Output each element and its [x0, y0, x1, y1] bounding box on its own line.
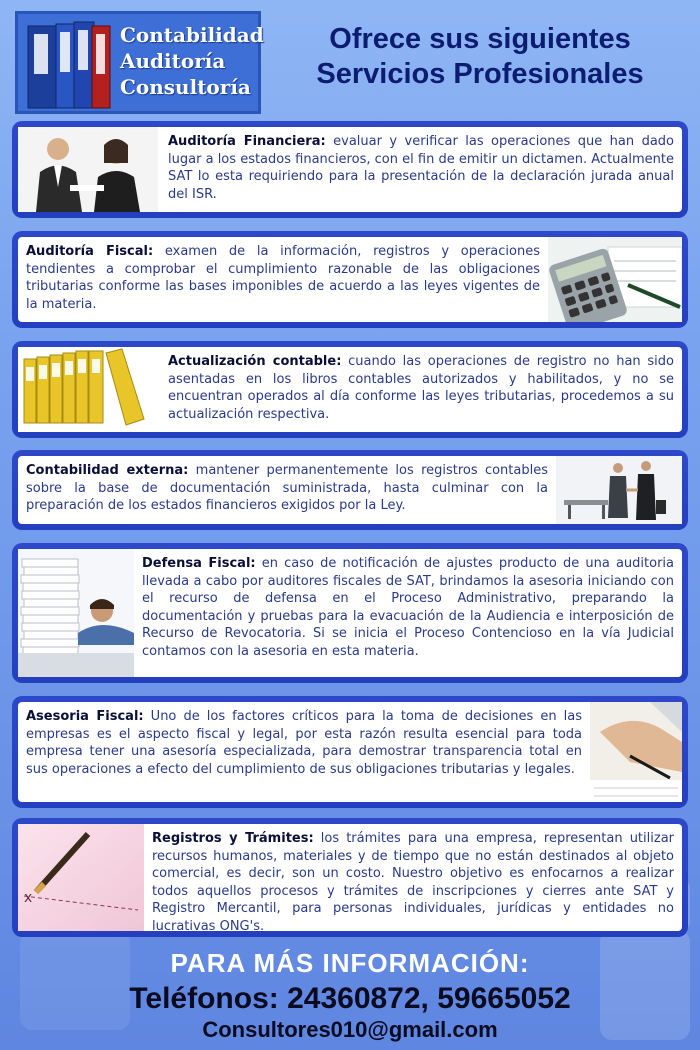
- logo-line-2: Auditoría: [120, 49, 226, 73]
- service-title: Defensa Fiscal:: [142, 556, 256, 571]
- service-body: los trámites para una empresa, representan utilizar recursos humanos, materiales y de tiempo que no están destinados al objeto comercial, es decir, son un costo. Nuestro objetivo es enfocarnos a realizar todos aquellos procesos y trámites de inscripciones y cierres ante SAT y Registro Mercantil, para personas individuales, jurídicas y entidades no lucrativas ONG's.: [152, 831, 674, 934]
- service-title: Registros y Trámites:: [152, 831, 314, 846]
- handshake-image: [556, 456, 682, 524]
- service-text: [18, 702, 590, 782]
- svg-text:x: x: [24, 890, 33, 906]
- service-text: [18, 456, 556, 519]
- service-asesoria-fiscal: [12, 696, 688, 808]
- writing-hand-image: [590, 702, 682, 802]
- yellow-binders-image: [18, 347, 158, 432]
- binders-icon: [26, 20, 126, 110]
- service-title: Contabilidad externa:: [26, 463, 189, 478]
- pen-signature-image: [18, 824, 144, 931]
- service-actualizacion-contable: [12, 341, 688, 438]
- service-body: cuando las operaciones de registro no han sido asentadas en los libros contables autorizados y habilitados, y no se encuentran operados al día conforme las leyes tributarias, procedemos a su actualización respectiva.: [168, 354, 674, 422]
- service-defensa-fiscal: [12, 543, 688, 683]
- logo-line-3: Consultoría: [120, 75, 251, 99]
- service-body: evaluar y verificar las operaciones que han dado lugar a los estados financieros, con el fin de emitir un dictamen. Actualmente SAT lo esta requiriendo para la presentación de la declaración jurada anual del ISR.: [168, 134, 674, 202]
- paperwork-stack-image: [18, 549, 134, 677]
- service-registros-tramites: [12, 818, 688, 937]
- company-logo: [15, 11, 264, 114]
- more-info-heading: PARA MÁS INFORMACIÓN:: [170, 948, 530, 978]
- phone-numbers: Teléfonos: 24360872, 59665052: [129, 982, 571, 1015]
- service-title: Auditoría Fiscal:: [26, 244, 154, 259]
- service-title: Asesoria Fiscal:: [26, 709, 144, 724]
- service-text: [134, 549, 682, 665]
- service-body: examen de la información, registros y operaciones tendientes a comprobar el cumplimiento razonable de las obligaciones tributarias conforme las bases imponibles de acuerdo a las leyes vigentes de la materia.: [26, 244, 540, 312]
- service-title: Auditoría Financiera:: [168, 134, 326, 149]
- headline-line-1: Ofrece sus siguientes: [329, 23, 631, 55]
- service-contabilidad-externa: [12, 450, 688, 530]
- service-text: [18, 237, 548, 317]
- logo-line-1: Contabilidad: [120, 23, 264, 47]
- service-auditoria-financiera: [12, 121, 688, 218]
- page-headline: [270, 22, 690, 92]
- service-text: [160, 127, 682, 207]
- service-body: mantener permanentemente los registros contables sobre la base de documentación suministrada, hasta culminar con la preparación de los estados financieros exigidos por la Ley.: [26, 463, 548, 514]
- service-body: en caso de notificación de ajustes producto de una auditoria llevada a cabo por auditores fiscales de SAT, brindamos la asesoria iniciando con el recurso de defensa en el Proceso Administrativo, preparando la documentación y pruebas para la evacuación de la Audiencia e interposición de Recurso de Revocatoria. Si se inicia el Proceso Contencioso en la vía Judicial contamos con la asesoria en esta materia.: [142, 556, 674, 659]
- logo-text: [120, 22, 264, 100]
- email-address[interactable]: Consultores010@gmail.com: [202, 1017, 498, 1042]
- service-text: [144, 824, 682, 940]
- service-title: Actualización contable:: [168, 354, 342, 369]
- headline-line-2: Servicios Profesionales: [316, 58, 644, 90]
- service-auditoria-fiscal: [12, 231, 688, 328]
- service-body: Uno de los factores críticos para la toma de decisiones en las empresas es el aspecto fiscal y legal, por esta razón resulta esencial para toda empresa tener una asesoría especializada, para demostrar transparencia total en sus operaciones a efecto del cumplimiento de sus obligaciones tributarias y legales.: [26, 709, 582, 777]
- business-people-image: [18, 127, 158, 212]
- calculator-image: [548, 237, 682, 322]
- service-text: [160, 347, 682, 427]
